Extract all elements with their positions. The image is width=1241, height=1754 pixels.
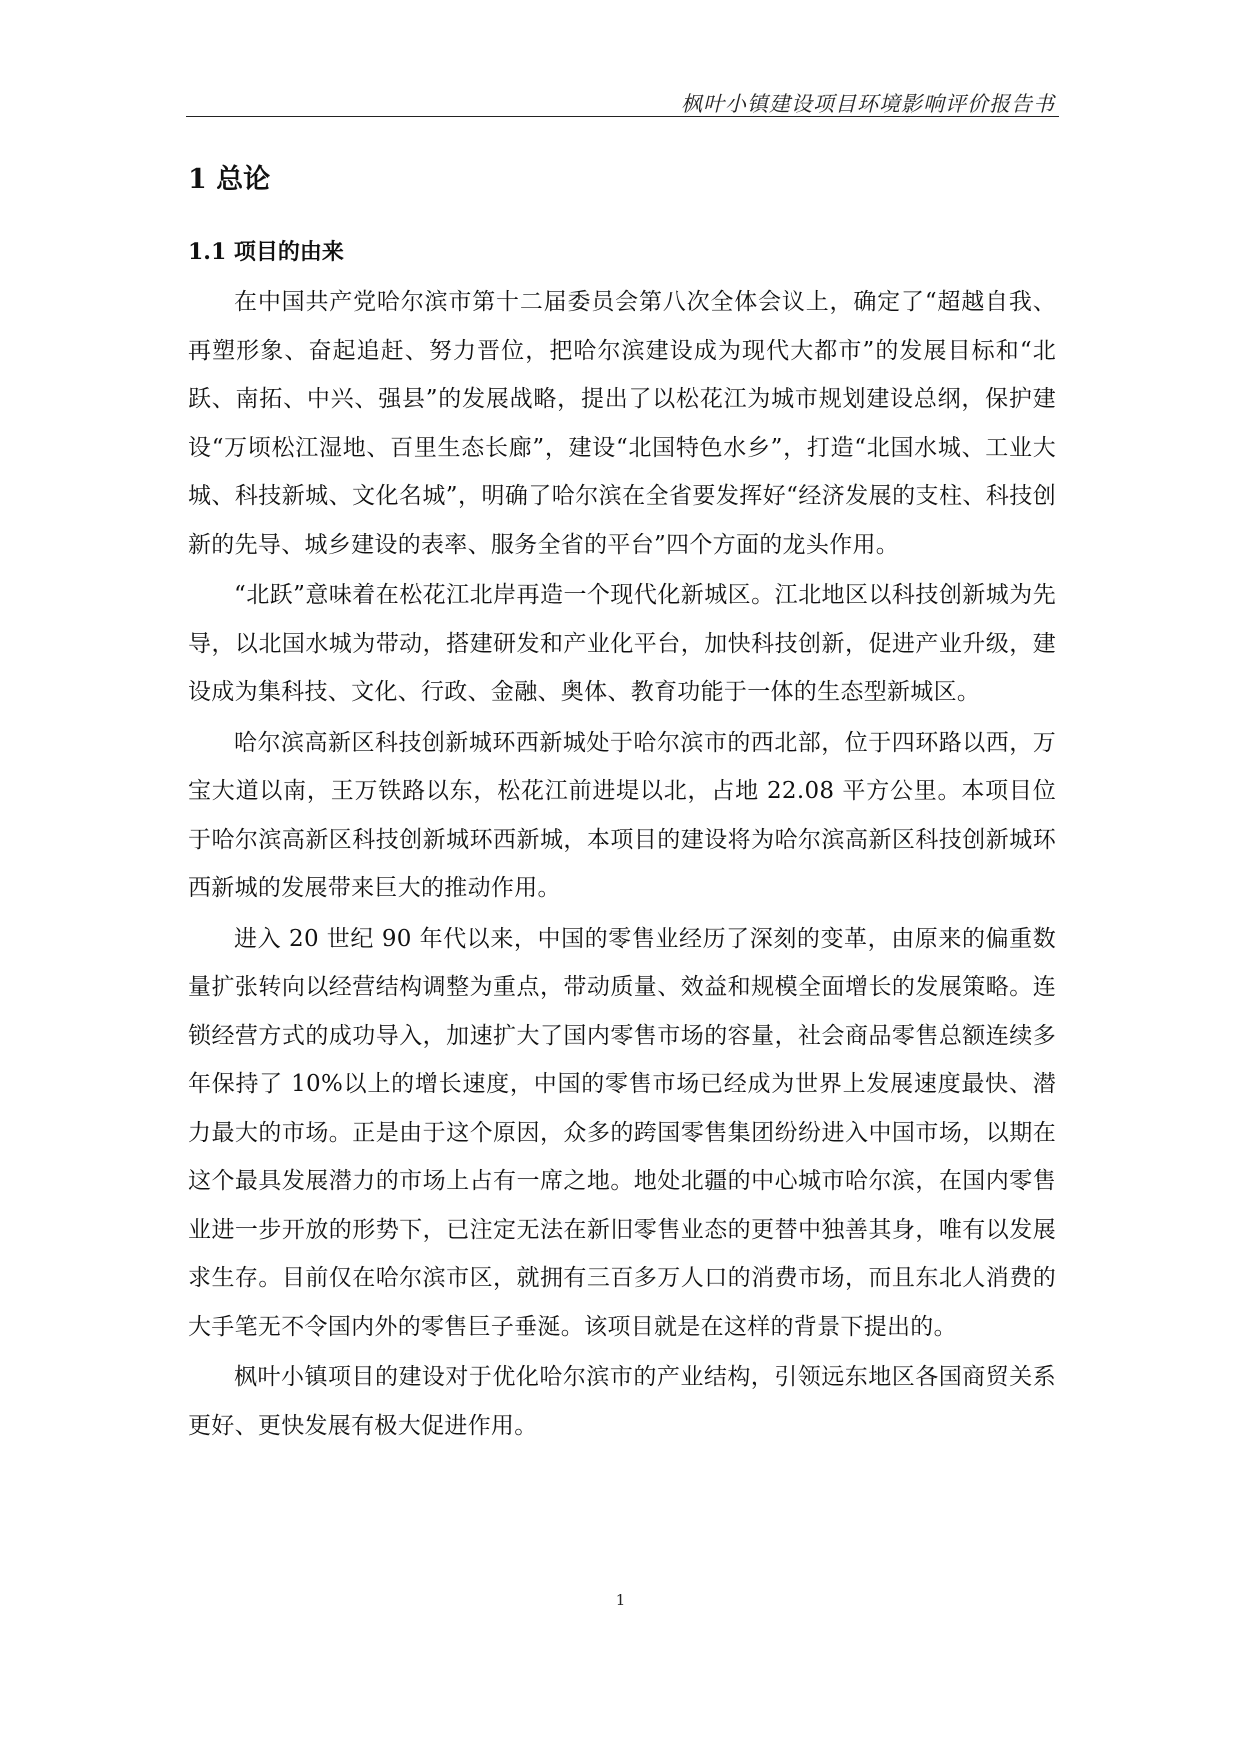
paragraph: 哈尔滨高新区科技创新城环西新城处于哈尔滨市的西北部，位于四环路以西，万宝大道以南，王万铁路以东，松花江前进堤以北，占地 22.08 平方公里。本项目位于哈尔滨高新区科技创新城环西新城，本项目的建设将为哈尔滨高新区科技创新城环西新城的发展带来巨大的推动作用。 bbox=[188, 729, 1056, 901]
paragraph: “北跃”意味着在松花江北岸再造一个现代化新城区。江北地区以科技创新城为先导，以北国水城为带动，搭建研发和产业化平台，加快科技创新，促进产业升级，建设成为集科技、文化、行政、金融、奥体、教育功能于一体的生态型新城区。 bbox=[188, 582, 1056, 705]
document-body bbox=[188, 160, 1056, 1450]
section-title: 1.1 项目的由来 bbox=[188, 239, 344, 265]
paragraph: 枫叶小镇项目的建设对于优化哈尔滨市的产业结构，引领远东地区各国商贸关系更好、更快发展有极大促进作用。 bbox=[188, 1364, 1056, 1439]
page-number: 1 bbox=[615, 1591, 626, 1609]
paragraph: 进入 20 世纪 90 年代以来，中国的零售业经历了深刻的变革，由原来的偏重数量扩张转向以经营结构调整为重点，带动质量、效益和规模全面增长的发展策略。连锁经营方式的成功导入，加速扩大了国内零售市场的容量，社会商品零售总额连续多年保持了 10%以上的增长速度，中国的零售市场已经成为世界上发展速度最快、潜力最大的市场。正是由于这个原因，众多的跨国零售集团纷纷进入中国市场，以期在这个最具发展潜力的市场上占有一席之地。地处北疆的中心城市哈尔滨，在国内零售业进一步开放的形势下，已注定无法在新旧零售业态的更替中独善其身，唯有以发展求生存。目前仅在哈尔滨市区，就拥有三百多万人口的消费市场，而且东北人消费的大手笔无不令国内外的零售巨子垂涎。该项目就是在这样的背景下提出的。 bbox=[188, 925, 1056, 1340]
paragraph: 在中国共产党哈尔滨市第十二届委员会第八次全体会议上，确定了“超越自我、再塑形象、奋起追赶、努力晋位，把哈尔滨建设成为现代大都市”的发展目标和“北跃、南拓、中兴、强县”的发展战略，提出了以松花江为城市规划建设总纲，保护建设“万顷松江湿地、百里生态长廊”，建设“北国特色水乡”，打造“北国水城、工业大城、科技新城、文化名城”，明确了哈尔滨在全省要发挥好“经济发展的支柱、科技创新的先导、城乡建设的表率、服务全省的平台”四个方面的龙头作用。 bbox=[188, 289, 1056, 558]
header-title: 枫叶小镇建设项目环境影响评价报告书 bbox=[681, 92, 1055, 116]
page-header bbox=[186, 80, 1059, 117]
chapter-title: 1 总论 bbox=[188, 164, 271, 195]
